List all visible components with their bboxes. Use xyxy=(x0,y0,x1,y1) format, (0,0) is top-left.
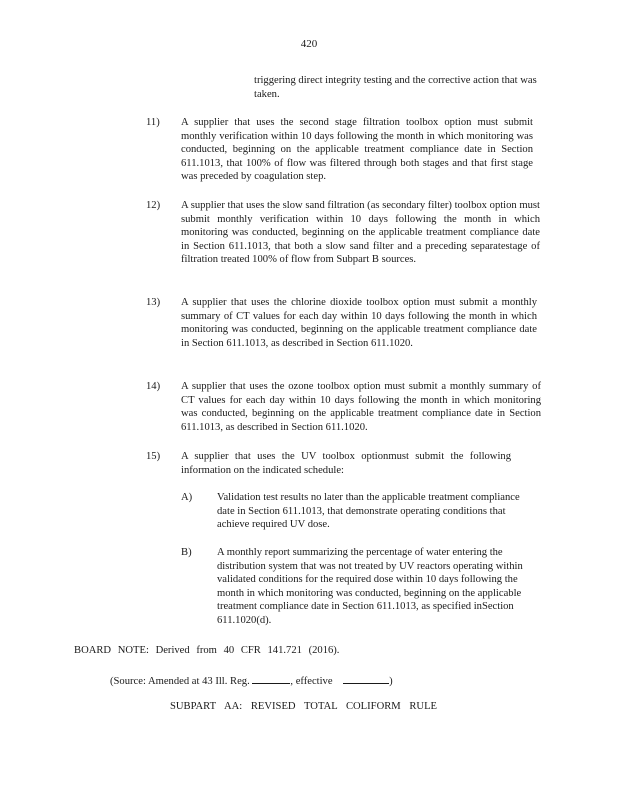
subitem-letter: B) xyxy=(181,547,192,558)
item-number: 12) xyxy=(146,200,161,211)
source-prefix: (Source: Amended at 43 Ill. Reg. xyxy=(110,676,250,687)
item-number: 15) xyxy=(146,451,161,462)
item-text: A supplier that uses the slow sand filtration (as secondary filter) toolbox option must submit monthly verification within 10 days following the month in which monitoring was conducted, beginning on the applicable treatment compliance date in Section 611.1013, that both a slow sand filter and a preceding separatestage of filtration treated 100% of flow from Subpart B sources. xyxy=(181,200,540,266)
source-note xyxy=(110,672,393,689)
item-text: A supplier that uses the UV toolbox optionmust submit the following information on the indicated schedule: xyxy=(181,451,511,476)
source-middle: , effective xyxy=(290,676,333,687)
page-number: 420 xyxy=(300,38,318,50)
item-text: A supplier that uses the chlorine dioxide toolbox option must submit a monthly summary of CT values for each day within 10 days following the month in which monitoring was conducted, beginning on the applicable treatment compliance date in Section 611.1013, as described in Section 611.1020. xyxy=(181,297,537,349)
subitem-text: Validation test results no later than the applicable treatment compliance date in Section 611.1013, that demonstrate operating conditions that achieve required UV dose. xyxy=(217,492,520,531)
continuation-text: triggering direct integrity testing and the corrective action that was taken. xyxy=(254,75,537,100)
item-number: 13) xyxy=(146,297,161,308)
subpart-heading: SUBPART AA: REVISED TOTAL COLIFORM RULE xyxy=(170,701,438,712)
effective-date-blank xyxy=(343,672,389,684)
register-blank xyxy=(252,672,290,684)
item-text: A supplier that uses the ozone toolbox option must submit a monthly summary of CT values for each day within 10 days following the month in which monitoring was conducted, beginning on the applicable treatment compliance date in Section 611.1013, as described in Section 611.1020. xyxy=(181,381,541,433)
board-note: BOARD NOTE: Derived from 40 CFR 141.721 (2016). xyxy=(74,645,340,656)
item-text: A supplier that uses the second stage filtration toolbox option must submit monthly verification within 10 days following the month in which monitoring was conducted, beginning on the applicable treatment compliance date in Section 611.1013, that 100% of flow was filtered through both stages and that first stage was preceded by coagulation step. xyxy=(181,117,533,183)
item-number: 11) xyxy=(146,117,160,128)
subitem-letter: A) xyxy=(181,492,193,503)
source-suffix: ) xyxy=(389,676,393,687)
subitem-text: A monthly report summarizing the percentage of water entering the distribution system that was not treated by UV reactors operating within validated conditions for the required dose within 10 days following the month in which monitoring was conducted, beginning on the applicable treatment compliance date in Section 611.1013, as specified inSection 611.1020(d). xyxy=(217,547,523,626)
item-number: 14) xyxy=(146,381,161,392)
